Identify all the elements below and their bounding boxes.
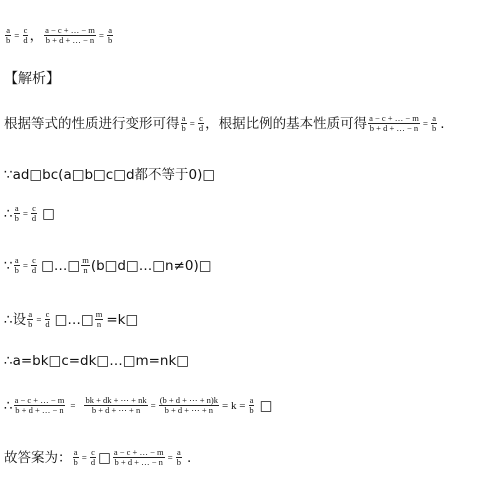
fraction-a-b: $\frac{a}{b}$	[181, 113, 186, 133]
fraction-sum: $\frac{a - c + \dots - m}{b + d + \dots - n}$	[45, 25, 95, 45]
final-answer-line: 故答案为： $\frac{a}{b}$ = $\frac{c}{d}$ □ $\frac{a - c + \dots - m}{b + d + \dots - n}$ = $\frac{a}{b}$ .	[4, 447, 192, 467]
fraction-a-b: $\frac{a}{b}$	[107, 25, 113, 45]
fraction-bk-sum: $\frac{bk + dk + \cdots + nk}{b + d + \cdots + n}$	[85, 395, 147, 415]
fraction-a-b: $\frac{a}{b}$	[28, 309, 33, 329]
fraction-a-b: $\frac{a}{b}$	[73, 447, 78, 467]
let-k-line: ∴设 $\frac{a}{b}$ = $\frac{c}{d}$ □…□ $\frac{m}{n}$ =k□	[4, 309, 139, 329]
because-ratio-line: ∵ $\frac{a}{b}$ = $\frac{c}{d}$ □…□ $\frac{m}{n}$ (b□d□…□n≠0)□	[4, 255, 212, 275]
therefore-line: ∴ $\frac{a}{b}$ = $\frac{c}{d}$ □	[4, 203, 55, 223]
fraction-sum: $\frac{a - c + \dots - m}{b + d + \dots - n}$	[369, 113, 419, 133]
fraction-a-b: $\frac{a}{b}$	[249, 395, 254, 415]
because-line: ∵ad□bc(a□b□c□d都不等于0)□	[4, 167, 216, 183]
substitution-line: ∴a=bk□c=dk□…□m=nk□	[4, 353, 190, 369]
fraction-sum: $\frac{a - c + \dots - m}{b + d + \dots - n}$	[113, 447, 164, 467]
fraction-c-d: $\frac{c}{d}$	[31, 203, 37, 223]
fraction-sum: $\frac{a - c + \dots - m}{b + d + \dots - n}$	[14, 395, 65, 415]
fraction-a-b: $\frac{a}{b}$	[14, 203, 19, 223]
fraction-a-b: $\frac{a}{b}$	[14, 255, 19, 275]
fraction-a-b: $\frac{a}{b}$	[176, 447, 181, 467]
answer-line: $\frac{a}{b}$ = $\frac{c}{d}$ ， $\frac{a - c + \dots - m}{b + d + \dots - n}$ = $\frac{a}{b}$	[6, 25, 113, 45]
fraction-c-d: $\frac{c}{d}$	[23, 25, 28, 45]
fraction-m-n: $\frac{m}{n}$	[95, 309, 103, 329]
fraction-a-b: $\frac{a}{b}$	[6, 25, 11, 45]
fraction-factored: $\frac{(b + d + \cdots + n)k}{b + d + \cdots + n}$	[159, 395, 218, 415]
fraction-c-d: $\frac{c}{d}$	[198, 113, 204, 133]
analysis-text: 根据等式的性质进行变形可得 $\frac{a}{b}$ = $\frac{c}{d}$ ，根据比例的基本性质可得 $\frac{a - c + \dots - m}{b + d + \dots - n}$ = $\frac{a}{b}$ .	[4, 113, 445, 133]
fraction-m-n: $\frac{m}{n}$	[82, 255, 89, 275]
fraction-c-d: $\frac{c}{d}$	[45, 309, 50, 329]
fraction-c-d: $\frac{c}{d}$	[31, 255, 37, 275]
derivation-line: ∴ $\frac{a - c + \dots - m}{b + d + \dots - n}$ = $\frac{bk + dk + \cdots + nk}{b + d + \cdots + n}$ = $\frac{(b + d + \cdots + n)k}{b + d + \cdots + n}$ = k = $\frac{a}{b}$ □	[4, 395, 273, 415]
analysis-heading: 【解析】	[4, 71, 60, 87]
fraction-c-d: $\frac{c}{d}$	[90, 447, 96, 467]
fraction-a-b: $\frac{a}{b}$	[431, 113, 437, 133]
